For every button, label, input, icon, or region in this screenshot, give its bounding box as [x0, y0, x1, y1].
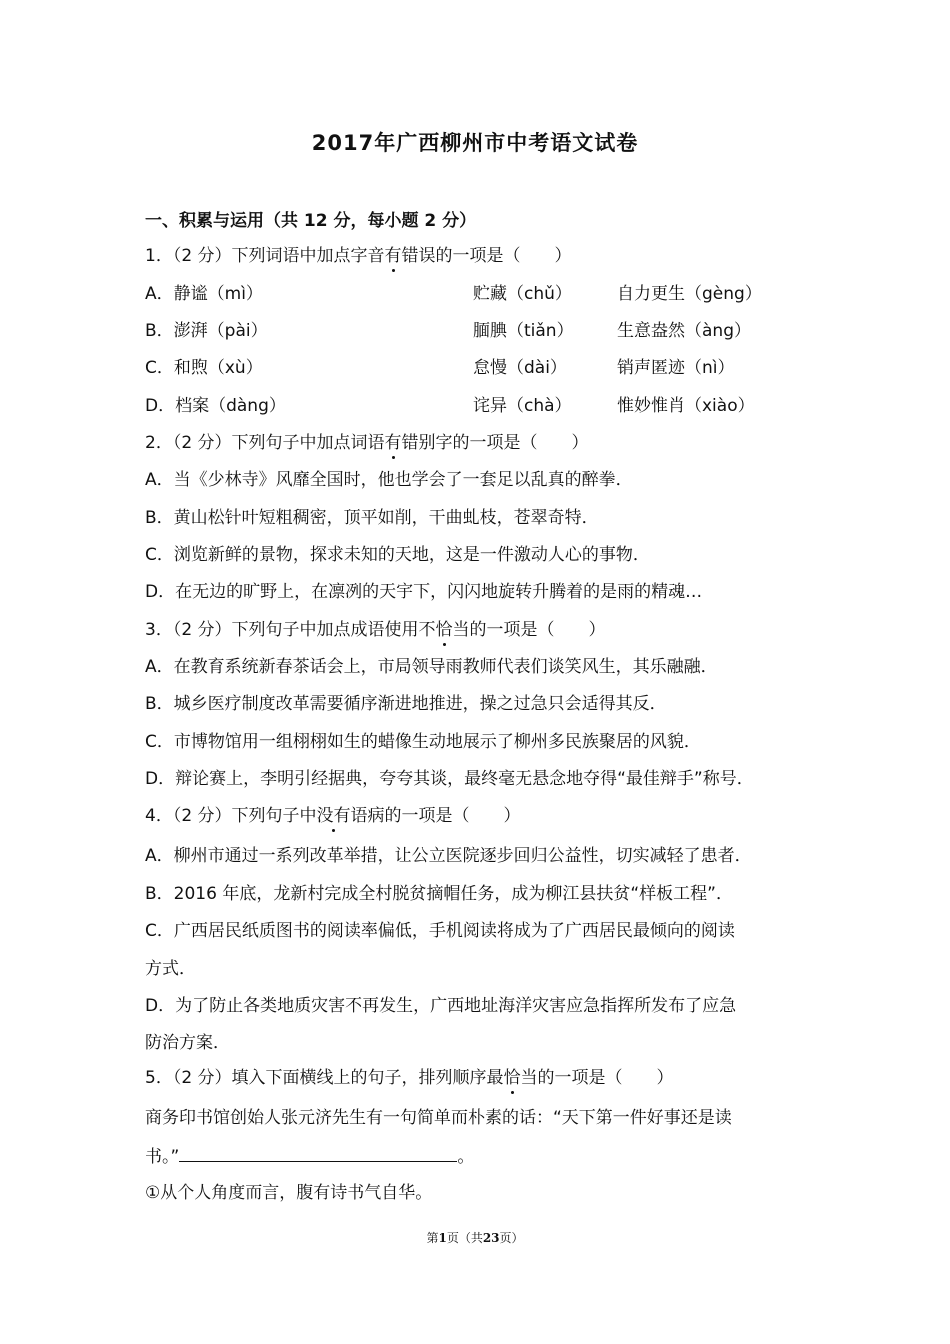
- question-4-stem: 4．（2 分）下列句子中没有语病的一项是（ ）: [145, 806, 521, 826]
- question-3-option-c: C．市博物馆用一组栩栩如生的蜡像生动地展示了柳州多民族聚居的风貌．: [145, 732, 701, 752]
- question-2-option-d: D．在无边的旷野上，在凛冽的天宇下，闪闪地旋转升腾着的是雨的精魂…: [145, 582, 703, 602]
- question-4-option-d: D．为了防止各类地质灾害不再发生，广西地址海洋灾害应急指挥所发布了应急: [145, 996, 737, 1016]
- question-5-passage-cont: 书。” 。: [145, 1147, 475, 1167]
- question-3-option-b: B．城乡医疗制度改革需要循序渐进地推进，操之过急只会适得其反．: [145, 694, 667, 714]
- question-3-stem: 3．（2 分）下列句子中加点成语使用不恰当的一项是（ ）: [145, 620, 606, 640]
- question-4-option-a: A．柳州市通过一系列改革举措，让公立医院逐步回归公益性，切实减轻了患者．: [145, 846, 752, 866]
- question-5-passage: 商务印书馆创始人张元济先生有一句简单而朴素的话：“天下第一件好事还是读: [145, 1108, 732, 1128]
- question-1-stem: 1．（2 分）下列词语中加点字音有错误的一项是（ ）: [145, 246, 572, 266]
- question-4-option-d-cont: 防治方案．: [145, 1033, 230, 1053]
- question-1-option-c: C．和煦（xù） 怠慢（dài） 销声匿迹（nì）: [145, 358, 735, 378]
- question-2-option-a: A．当《少林寺》风靡全国时，他也学会了一套足以乱真的醉拳．: [145, 470, 633, 490]
- question-5-stem: 5．（2 分）填入下面横线上的句子，排列顺序最恰当的一项是（ ）: [145, 1068, 674, 1088]
- question-1-option-b: B．澎湃（pài） 腼腆（tiǎn） 生意盎然（àng）: [145, 321, 751, 341]
- question-4-option-c: C．广西居民纸质图书的阅读率偏低，手机阅读将成为了广西居民最倾向的阅读: [145, 921, 735, 941]
- question-2-stem: 2．（2 分）下列句子中加点词语有错别字的一项是（ ）: [145, 433, 589, 453]
- question-2-option-b: B．黄山松针叶短粗稠密，顶平如削，干曲虬枝，苍翠奇特．: [145, 508, 599, 528]
- question-3-option-d: D．辩论赛上，李明引经据典，夸夸其谈，最终毫无悬念地夺得“最佳辩手”称号．: [145, 769, 754, 789]
- page-title: 2017年广西柳州市中考语文试卷: [311, 131, 639, 155]
- page-footer: 第1页（共23页）: [426, 1231, 524, 1245]
- question-5-sentence-1: ①从个人角度而言，腹有诗书气自华。: [145, 1183, 433, 1203]
- question-1-option-a: A．静谧（mì） 贮藏（chǔ） 自力更生（gèng）: [145, 284, 762, 304]
- question-2-option-c: C．浏览新鲜的景物，探求未知的天地，这是一件激动人心的事物．: [145, 545, 650, 565]
- section-heading: 一、积累与运用（共 12 分，每小题 2 分）: [145, 211, 477, 231]
- question-4-option-c-cont: 方式．: [145, 959, 196, 979]
- answer-blank: [179, 1145, 457, 1162]
- question-3-option-a: A．在教育系统新春茶话会上，市局领导雨教师代表们谈笑风生，其乐融融．: [145, 657, 718, 677]
- question-1-option-d: D．档案（dàng） 诧异（chà） 惟妙惟肖（xiào）: [145, 396, 755, 416]
- question-4-option-b: B．2016 年底，龙新村完成全村脱贫摘帽任务，成为柳江县扶贫“样板工程”．: [145, 884, 733, 904]
